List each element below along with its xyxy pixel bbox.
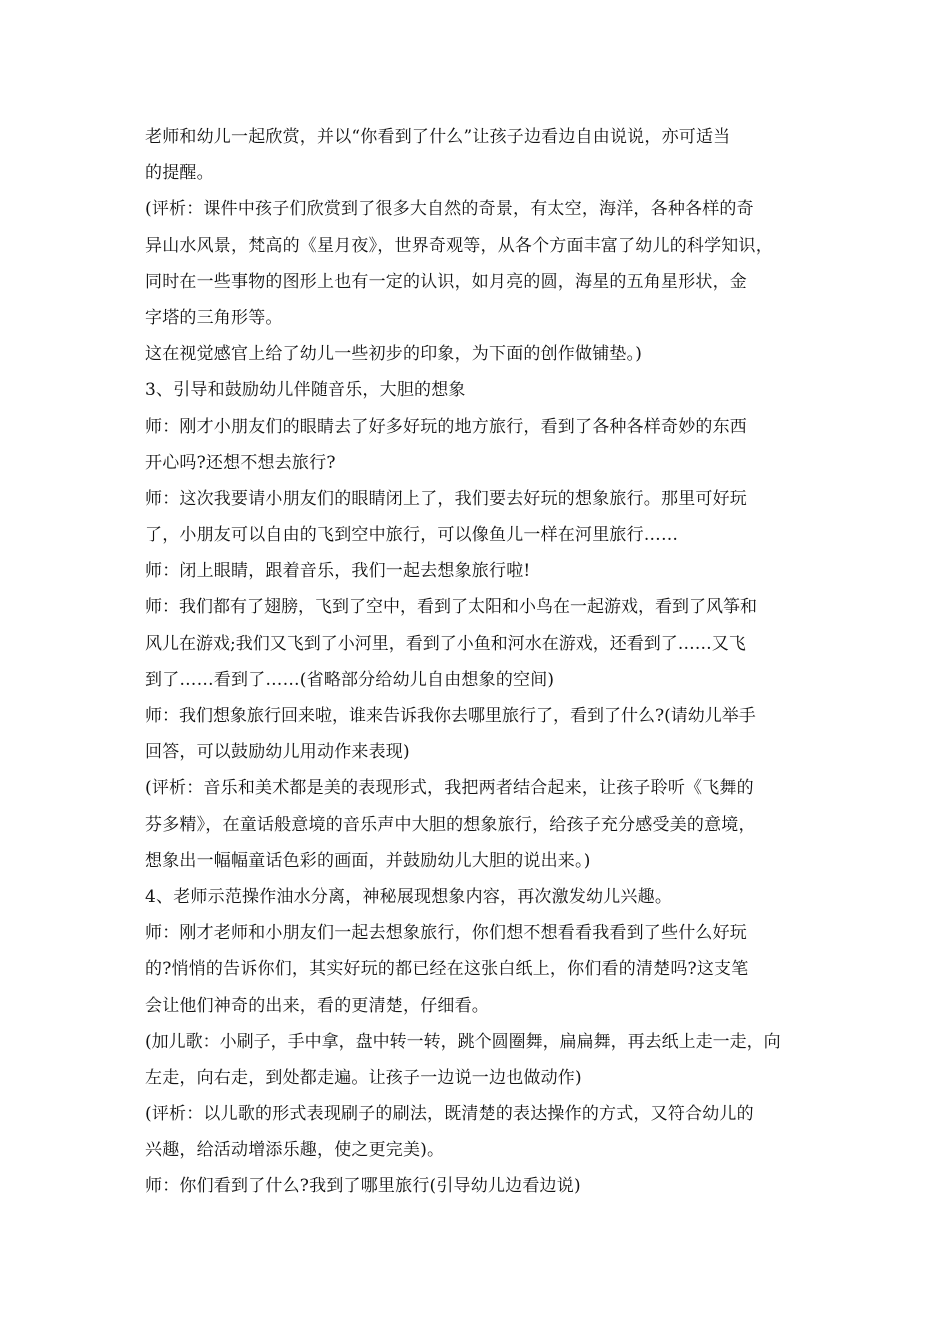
text-line: 师：刚才老师和小朋友们一起去想象旅行，你们想不想看看我看到了些什么好玩 xyxy=(145,923,747,944)
text-line: 会让他们神奇的出来，看的更清楚，仔细看。 xyxy=(145,995,489,1016)
text-line: (评析：以儿歌的形式表现刷子的刷法，既清楚的表达操作的方式，又符合幼儿的 xyxy=(145,1104,754,1125)
section-heading: 3、引导和鼓励幼儿伴随音乐，大胆的想象 xyxy=(145,380,466,401)
text-line: 的?悄悄的告诉你们，其实好玩的都已经在这张白纸上，你们看的清楚吗?这支笔 xyxy=(145,959,749,980)
text-line: (评析：课件中孩子们欣赏到了很多大自然的奇景，有太空，海洋，各种各样的奇 xyxy=(145,199,754,220)
text-line: 这在视觉感官上给了幼儿一些初步的印象，为下面的创作做铺垫。) xyxy=(145,344,643,365)
text-line: 师：闭上眼睛，跟着音乐，我们一起去想象旅行啦! xyxy=(145,561,531,582)
text-line: (评析：音乐和美术都是美的表现形式，我把两者结合起来，让孩子聆听《飞舞的 xyxy=(145,778,754,799)
text-line: 师：刚才小朋友们的眼睛去了好多好玩的地方旅行，看到了各种各样奇妙的东西 xyxy=(145,416,747,437)
text-line: 老师和幼儿一起欣赏，并以“你看到了什么”让孩子边看边自由说说，亦可适当 xyxy=(145,127,731,147)
text-line: 异山水风景，梵高的《星月夜》，世界奇观等，从各个方面丰富了幼儿的科学知识， xyxy=(145,235,773,256)
text-line: 兴趣，给活动增添乐趣，使之更完美)。 xyxy=(145,1140,445,1161)
text-line: 的提醒。 xyxy=(145,163,214,184)
text-line: 风儿在游戏;我们又飞到了小河里，看到了小鱼和河水在游戏，还看到了……又飞 xyxy=(145,633,746,654)
text-line: 师：你们看到了什么?我到了哪里旅行(引导幼儿边看边说) xyxy=(145,1176,581,1197)
text-line: 开心吗?还想不想去旅行? xyxy=(145,452,336,473)
text-line: (加儿歌：小刷子，手中拿，盘中转一转，跳个圆圈舞，扁扁舞，再去纸上走一走，向 xyxy=(145,1031,781,1052)
text-line: 同时在一些事物的图形上也有一定的认识，如月亮的圆，海星的五角星形状，金 xyxy=(145,271,747,292)
text-line: 师：我们想象旅行回来啦，谁来告诉我你去哪里旅行了，看到了什么?(请幼儿举手 xyxy=(145,706,756,726)
text-line: 师：这次我要请小朋友们的眼睛闭上了，我们要去好玩的想象旅行。那里可好玩 xyxy=(145,488,747,509)
text-line: 芬多精》，在童话般意境的音乐声中大胆的想象旅行，给孩子充分感受美的意境， xyxy=(145,814,756,835)
text-line: 师：我们都有了翅膀，飞到了空中，看到了太阳和小鸟在一起游戏，看到了风筝和 xyxy=(145,597,757,618)
document-body xyxy=(145,119,815,1205)
section-heading: 4、老师示范操作油水分离，神秘展现想象内容，再次激发幼儿兴趣。 xyxy=(145,886,673,907)
text-line: 想象出一幅幅童话色彩的画面，并鼓励幼儿大胆的说出来。) xyxy=(145,850,591,871)
text-line: 回答，可以鼓励幼儿用动作来表现) xyxy=(145,742,410,763)
text-line: 了，小朋友可以自由的飞到空中旅行，可以像鱼儿一样在河里旅行…… xyxy=(145,525,679,546)
text-line: 字塔的三角形等。 xyxy=(145,307,283,328)
text-line: 到了……看到了……(省略部分给幼儿自由想象的空间) xyxy=(145,669,555,690)
text-line: 左走，向右走，到处都走遍。让孩子一边说一边也做动作) xyxy=(145,1067,582,1088)
